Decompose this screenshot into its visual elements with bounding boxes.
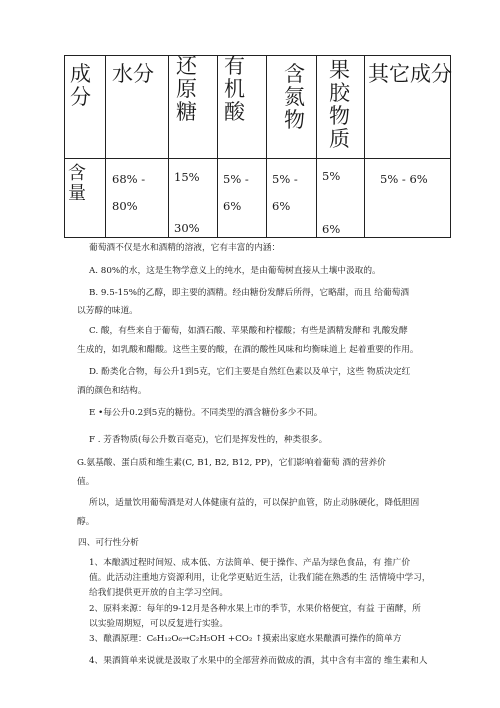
table-col-divider [316,55,317,238]
paragraph-d-line2: 酒的颜色和结构。 [77,386,147,396]
table-border-bottom [64,237,451,238]
paragraph-a: A. 80%的水，这是生物学意义上的纯水，是由葡萄树直接从土壤中汲取的。 [89,266,381,276]
value-sugar-2: 30% [174,221,200,235]
table-col-divider [105,55,106,238]
paragraph-e: E •每公升0.2到5克的糖份。不同类型的酒含糖份多少不同。 [89,408,323,418]
value-pectin-1: 5% [322,169,341,183]
table-col-divider [217,55,218,238]
section-title-feasibility: 四、可行性分析 [78,538,139,548]
header-water: 水分 [112,62,154,86]
header-pectin: 果胶物质 [329,58,350,152]
table-col-divider [266,55,267,238]
value-other: 5% - 6% [380,172,428,186]
paragraph-intro: 葡萄酒不仅是水和酒精的溶液，它有丰富的内涵： [89,243,281,253]
header-organic-acid: 有机酸 [224,54,245,125]
item-1-line2: 值。此活动注重地方资源利用，让化学更贴近生活，让我们能在熟悉的生 活情境中学习， [89,573,431,583]
paragraph-b-line1: B. 9.5-15%的乙醇，即主要的酒精。经由糖份发酵后所得，它略甜，而且 给葡萄酒 [89,288,410,298]
composition-table [64,55,451,238]
header-reducing-sugar: 还原糖 [176,54,197,125]
value-water-2: 80% [112,199,138,213]
table-border-left [64,55,65,238]
value-pectin-2: 6% [322,222,341,236]
value-nitrogen-2: 6% [272,199,291,213]
header-nitrogen: 含氮物 [284,62,305,133]
paragraph-c-line2: 生成的，如乳酸和醋酸。这些主要的酸，在酒的酸性风味和均衡味道上 起着重要的作用。 [77,345,419,355]
table-col-divider [364,55,365,238]
header-component: 成分 [70,62,91,110]
table-row-divider [64,158,451,159]
item-1-line1: 1、本酿酒过程时间短、成本低、方法简单、便于操作、产品为绿色食品，有 推广价 [89,558,411,568]
paragraph-b-line2: 以芳醇的味道。 [77,306,138,316]
item-2-line1: 2、原料来源：每年的9-12月是各种水果上市的季节，水果价格便宜，有益 于菌酵，所 [89,604,421,614]
paragraph-g-line2: 值。 [77,477,95,487]
item-2-line2: 以实验周期短，可以反复进行实验。 [89,619,228,629]
row-label-content: 含量 [68,163,86,204]
paragraph-d-line1: D. 酚类化合物，每公升1到5克，它们主要是自然红色素以及单宁，这些 物质决定红 [89,367,411,377]
header-other: 其它成分 [368,62,452,86]
paragraph-c-line1: C. 酸，有些来自于葡萄，如酒石酸、苹果酸和柠檬酸；有些是酒精发酵和 乳酸发酵 [89,326,408,336]
value-nitrogen-1: 5% - [272,172,298,186]
item-4: 4、果酒简单来说就是汲取了水果中的全部营养而做成的酒，其中含有丰富的 维生素和人 [89,656,428,666]
table-border-top [64,55,451,56]
table-col-divider [168,55,169,238]
paragraph-f: F . 芳香物质(每公升数百毫克)，它们是挥发性的，种类很多。 [89,435,328,445]
paragraph-h-line1: 所以，适量饮用葡萄酒是对人体健康有益的，可以保护血管，防止动脉硬化，降低胆固 [89,498,420,508]
paragraph-h-line2: 醇。 [77,517,95,527]
value-sugar-1: 15% [174,170,200,184]
value-water-1: 68% - [112,172,146,186]
item-3: 3、酿酒原理：C₆H₁₂O₆→C₂H₅OH +CO₂ ↑摸索出家庭水果酿酒可操作的简单方 [89,634,402,644]
value-acid-2: 6% [223,199,242,213]
value-acid-1: 5% - [223,172,249,186]
paragraph-g-line1: G.氨基酸、蛋白质和维生素(C, B1, B2, B12, PP)，它们影响着葡萄 酒的营养价 [77,458,386,468]
item-1-line3: 给我们提供更开放的自主学习空间。 [89,588,228,598]
